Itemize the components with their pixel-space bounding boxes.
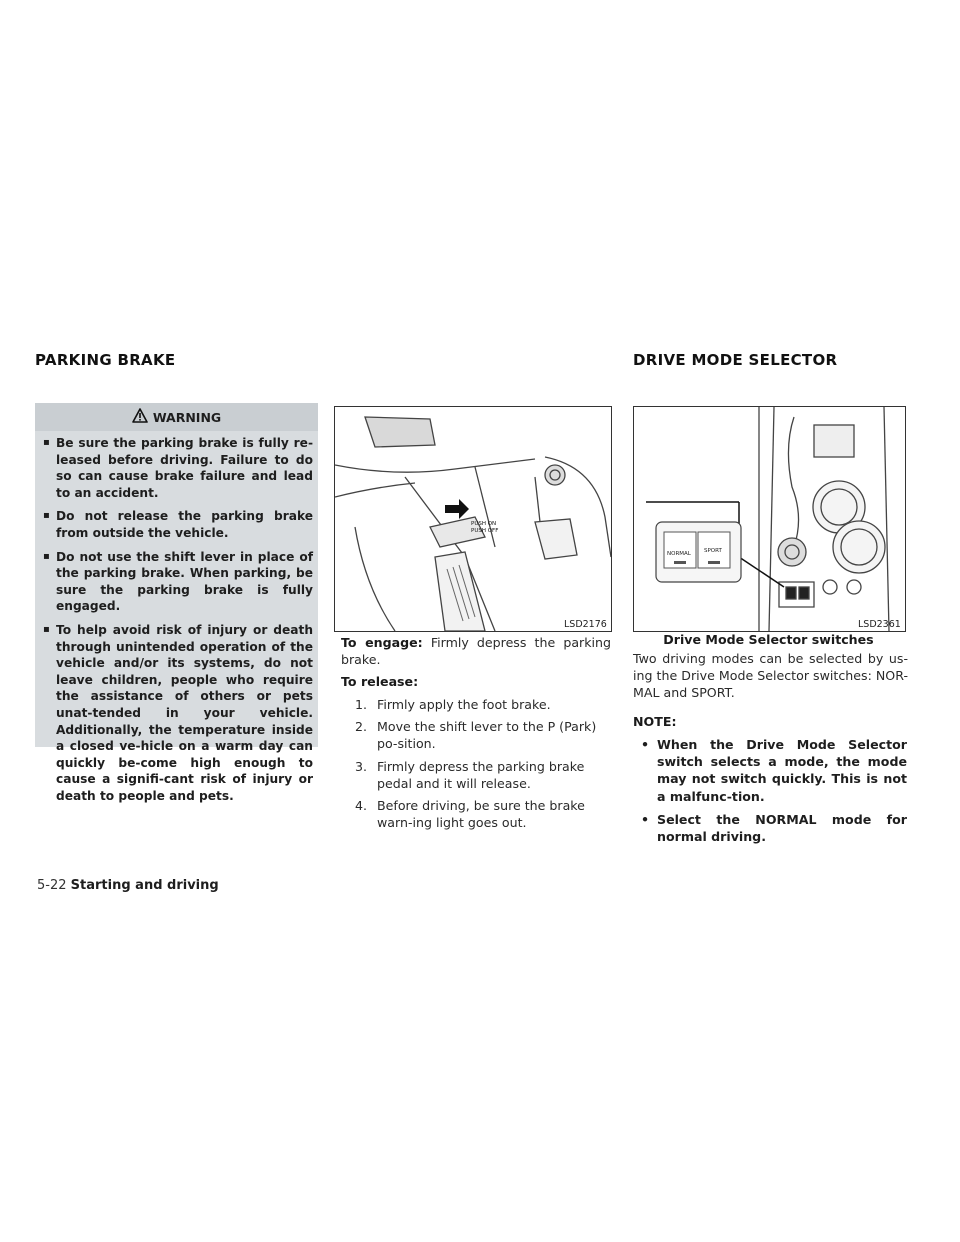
release-step xyxy=(341,758,613,792)
note-list xyxy=(633,736,907,851)
heading-parking-brake: PARKING BRAKE xyxy=(35,351,176,369)
warning-icon xyxy=(132,408,148,426)
switch-sport-label: SPORT xyxy=(704,548,722,554)
engage-label: To engage: xyxy=(341,635,423,650)
step-text: Before driving, be sure the brake warn-ing light goes out. xyxy=(377,798,585,831)
step-number: 2. xyxy=(355,719,368,735)
release-step xyxy=(341,696,613,713)
drive-mode-figure xyxy=(633,406,906,632)
warning-title: WARNING xyxy=(152,409,222,425)
section-name: Starting and driving xyxy=(70,878,219,893)
figure2-code: LSD2361 xyxy=(858,619,901,630)
parking-brake-figure xyxy=(334,406,612,632)
drive-mode-intro: Two driving modes can be selected by us-ing the Drive Mode Selector switches: NOR-MAL and SPORT. xyxy=(633,651,908,701)
step-number: 3. xyxy=(355,758,368,774)
release-step xyxy=(341,718,613,752)
pedal-illustration xyxy=(335,407,611,631)
note-item: • Select the NORMAL mode for normal driving. xyxy=(633,811,907,845)
pedal-label-line1: PUSH ON xyxy=(471,521,497,527)
switch-normal-label: NORMAL xyxy=(667,551,691,557)
release-step xyxy=(341,797,613,831)
warning-item: ▪ Be sure the parking brake is fully re-leased before driving. Failure to do so can cause brake failure and lead to an accident. xyxy=(41,435,313,501)
step-text: Move the shift lever to the P (Park) po-sition. xyxy=(377,719,597,752)
warning-list xyxy=(41,435,313,811)
warning-item: ▪ Do not use the shift lever in place of the parking brake. When parking, be sure the parking brake is fully engaged. xyxy=(41,549,313,615)
step-text: Firmly apply the foot brake. xyxy=(377,697,551,712)
warning-item: ▪ Do not release the parking brake from outside the vehicle. xyxy=(41,508,313,541)
page-number: 5-22 xyxy=(37,878,67,893)
heading-drive-mode-selector: DRIVE MODE SELECTOR xyxy=(633,351,838,369)
step-number: 1. xyxy=(355,697,368,712)
engage-text: Firmly depress the parking brake. xyxy=(341,635,611,668)
note-item: • When the Drive Mode Selector switch selects a mode, the mode may not switch quickly. This is not a malfunc-tion. xyxy=(633,736,907,805)
engage-paragraph xyxy=(341,634,611,668)
pedal-label-line2: PUSH OFF xyxy=(471,528,499,534)
warning-header xyxy=(35,403,318,431)
figure1-code: LSD2176 xyxy=(564,619,607,630)
page-footer xyxy=(37,878,219,893)
step-text: Firmly depress the parking brake pedal and it will release. xyxy=(377,758,585,791)
figure2-caption: Drive Mode Selector switches xyxy=(663,632,874,647)
note-label: NOTE: xyxy=(633,714,677,729)
console-illustration xyxy=(634,407,905,631)
warning-item: ▪ To help avoid risk of injury or death through unintended operation of the vehicle and/or its systems, do not leave children, people who require the assistance of others or pets unat-tended in your vehicle. Additionally, the temperature inside a closed ve-hicle on a warm day can quickly be-come high enough to cause a signifi-cant risk of injury or death to people and pets. xyxy=(41,622,313,805)
step-number: 4. xyxy=(355,798,368,814)
release-steps xyxy=(341,696,613,836)
release-label: To release: xyxy=(341,674,419,689)
